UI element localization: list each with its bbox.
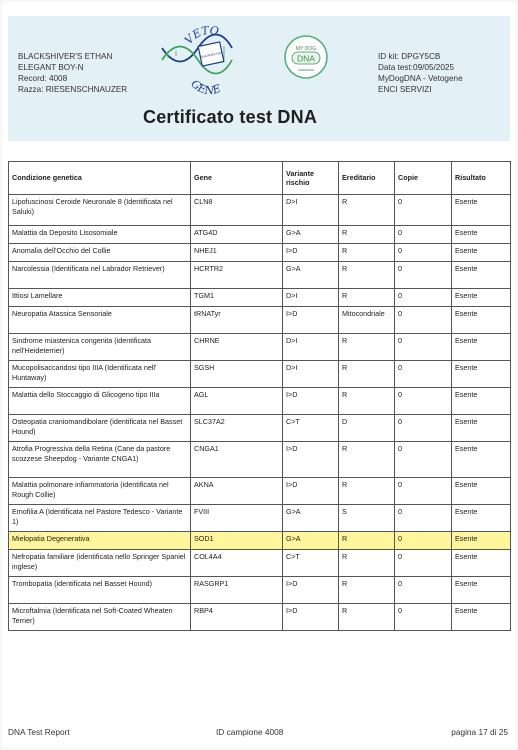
- table-row: [9, 361, 511, 388]
- kit-info: [378, 51, 463, 95]
- result-cell: Esente: [452, 244, 511, 262]
- header-copies: Copie: [395, 162, 452, 195]
- result-cell: Esente: [452, 442, 511, 478]
- variant-cell: I>D: [283, 577, 339, 604]
- variant-cell: G>A: [283, 532, 339, 550]
- inheritance-cell: D: [339, 415, 395, 442]
- table-header-row: [9, 162, 511, 195]
- results-table: [8, 161, 511, 631]
- table-row: [9, 307, 511, 334]
- variant-cell: I>D: [283, 604, 339, 631]
- gene-cell: TGM1: [191, 289, 283, 307]
- condition-cell: Emofilia A (Identificata nel Pastore Tedesco - Variante 1): [9, 505, 191, 532]
- variant-cell: I>D: [283, 478, 339, 505]
- copies-cell: 0: [395, 289, 452, 307]
- condition-cell: Malattia polmonare infiammatoria (identificata nel Rough Collie): [9, 478, 191, 505]
- gene-cell: HCRTR2: [191, 262, 283, 289]
- condition-cell: Mielopatia Degenerativa: [9, 532, 191, 550]
- inheritance-cell: R: [339, 478, 395, 505]
- header-gene: Gene: [191, 162, 283, 195]
- variant-cell: D>I: [283, 289, 339, 307]
- table-row: [9, 244, 511, 262]
- header-condition: Condizione genetica: [9, 162, 191, 195]
- inheritance-cell: R: [339, 361, 395, 388]
- inheritance-cell: R: [339, 262, 395, 289]
- inheritance-cell: S: [339, 505, 395, 532]
- copies-cell: 0: [395, 244, 452, 262]
- gene-cell: CHRNE: [191, 334, 283, 361]
- result-cell: Esente: [452, 505, 511, 532]
- dog-info: [18, 51, 127, 95]
- logo-text-gene: GENE: [188, 77, 223, 98]
- logo-text-dna: DNA: [297, 53, 315, 64]
- condition-cell: Malattia dello Stoccaggio di Glicogeno tipo IIIa: [9, 388, 191, 415]
- footer-sample-id: ID campione 4008: [216, 727, 284, 737]
- variant-cell: I>D: [283, 244, 339, 262]
- condition-cell: Nefropatia familiare (identificata nello Springer Spaniel inglese): [9, 550, 191, 577]
- gene-cell: CLN8: [191, 195, 283, 226]
- table-row: [9, 388, 511, 415]
- condition-cell: Trombopatia (identificata nel Basset Hound): [9, 577, 191, 604]
- copies-cell: 0: [395, 195, 452, 226]
- condition-cell: Osteopatia craniomandibolare (identificata nel Basset Hound): [9, 415, 191, 442]
- test-date: Data test:09/05/2025: [378, 63, 455, 72]
- table-row: [9, 226, 511, 244]
- copies-cell: 0: [395, 532, 452, 550]
- gene-cell: AKNA: [191, 478, 283, 505]
- condition-cell: Atrofia Progressiva della Retina (Cane da pastore scozzese Sheepdog - Variante CNGA1): [9, 442, 191, 478]
- logo-text-veto: VETO: [182, 23, 220, 47]
- kit-id: ID kit: DPGY5CB: [378, 52, 441, 61]
- copies-cell: 0: [395, 415, 452, 442]
- dog-name-line1: BLACKSHIVER'S ETHAN: [18, 52, 113, 61]
- inheritance-cell: R: [339, 195, 395, 226]
- gene-cell: COL4A4: [191, 550, 283, 577]
- result-cell: Esente: [452, 307, 511, 334]
- certificate-title: Certificato test DNA: [143, 107, 318, 127]
- service-name: ENCI SERVIZI: [378, 85, 432, 94]
- table-row: [9, 289, 511, 307]
- dna-analysis-box-icon: [198, 42, 224, 66]
- variant-cell: G>A: [283, 505, 339, 532]
- copies-cell: 0: [395, 226, 452, 244]
- gene-cell: tRNATyr: [191, 307, 283, 334]
- table-row: [9, 334, 511, 361]
- condition-cell: Microftalmia (Identificata nel Soft-Coated Wheaten Terrier): [9, 604, 191, 631]
- dog-name-line2: ELEGANT BOY-N: [18, 63, 84, 72]
- inheritance-cell: R: [339, 334, 395, 361]
- condition-cell: Malattia da Deposito Lisosomiale: [9, 226, 191, 244]
- record-number: Record: 4008: [18, 74, 68, 83]
- result-cell: Esente: [452, 334, 511, 361]
- inheritance-cell: R: [339, 442, 395, 478]
- variant-cell: D>I: [283, 195, 339, 226]
- vetogene-logo: [160, 18, 260, 110]
- table-row: [9, 415, 511, 442]
- footer-report-name: DNA Test Report: [8, 727, 70, 737]
- condition-cell: Lipofuscinosi Ceroide Neuronale 8 (Identificata nel Saluki): [9, 195, 191, 226]
- table-row: [9, 442, 511, 478]
- inheritance-cell: Mitocondriale: [339, 307, 395, 334]
- result-cell: Esente: [452, 226, 511, 244]
- variant-cell: I>D: [283, 442, 339, 478]
- condition-cell: Ittiosi Lamellare: [9, 289, 191, 307]
- copies-cell: 0: [395, 361, 452, 388]
- copies-cell: 0: [395, 577, 452, 604]
- header-variant: Variante rischio: [283, 162, 339, 195]
- copies-cell: 0: [395, 262, 452, 289]
- gene-cell: NHEJ1: [191, 244, 283, 262]
- inheritance-cell: R: [339, 289, 395, 307]
- inheritance-cell: R: [339, 388, 395, 415]
- variant-cell: I>D: [283, 307, 339, 334]
- result-cell: Esente: [452, 388, 511, 415]
- copies-cell: 0: [395, 334, 452, 361]
- result-cell: Esente: [452, 604, 511, 631]
- copies-cell: 0: [395, 442, 452, 478]
- logo-text-mydog: MY DOG: [295, 46, 317, 52]
- gene-cell: RBP4: [191, 604, 283, 631]
- copies-cell: 0: [395, 550, 452, 577]
- condition-cell: Sindrome miastenica congenita (identificata nell'Heideterrier): [9, 334, 191, 361]
- gene-cell: AGL: [191, 388, 283, 415]
- gene-cell: SGSH: [191, 361, 283, 388]
- copies-cell: 0: [395, 388, 452, 415]
- gene-cell: ATG4D: [191, 226, 283, 244]
- condition-cell: Anomalia dell'Occhio del Collie: [9, 244, 191, 262]
- variant-cell: G>A: [283, 262, 339, 289]
- inheritance-cell: R: [339, 604, 395, 631]
- condition-cell: Narcolessia (Identificata nel Labrador Retriever): [9, 262, 191, 289]
- copies-cell: 0: [395, 604, 452, 631]
- table-row: [9, 505, 511, 532]
- inheritance-cell: R: [339, 532, 395, 550]
- logo-box-text: DNA ANALYSIS: [199, 50, 223, 60]
- gene-cell: SOD1: [191, 532, 283, 550]
- footer-page-number: pagina 17 di 25: [451, 727, 508, 737]
- gene-cell: CNGA1: [191, 442, 283, 478]
- header-result: Risultato: [452, 162, 511, 195]
- lab-name: MyDogDNA - Vetogene: [378, 74, 463, 83]
- mydogdna-logo: [282, 33, 330, 81]
- variant-cell: G>A: [283, 226, 339, 244]
- table-row: [9, 478, 511, 505]
- table-row: [9, 604, 511, 631]
- result-cell: Esente: [452, 415, 511, 442]
- breed: Razza: RIESENSCHNAUZER: [18, 85, 128, 94]
- variant-cell: D>I: [283, 334, 339, 361]
- result-cell: Esente: [452, 550, 511, 577]
- copies-cell: 0: [395, 505, 452, 532]
- inheritance-cell: R: [339, 244, 395, 262]
- variant-cell: C>T: [283, 550, 339, 577]
- variant-cell: I>D: [283, 388, 339, 415]
- copies-cell: 0: [395, 307, 452, 334]
- variant-cell: C>T: [283, 415, 339, 442]
- result-cell: Esente: [452, 532, 511, 550]
- result-cell: Esente: [452, 289, 511, 307]
- result-cell: Esente: [452, 577, 511, 604]
- inheritance-cell: R: [339, 226, 395, 244]
- gene-cell: RASGRP1: [191, 577, 283, 604]
- condition-cell: Mucopolisaccaridosi tipo IIIA (Identificata nell' Huntaway): [9, 361, 191, 388]
- table-row: [9, 262, 511, 289]
- condition-cell: Neuropatia Atassica Sensoriale: [9, 307, 191, 334]
- gene-cell: SLC37A2: [191, 415, 283, 442]
- result-cell: Esente: [452, 361, 511, 388]
- table-row: [9, 195, 511, 226]
- copies-cell: 0: [395, 478, 452, 505]
- table-row: [9, 577, 511, 604]
- table-row: [9, 532, 511, 550]
- result-cell: Esente: [452, 262, 511, 289]
- gene-cell: FVIII: [191, 505, 283, 532]
- inheritance-cell: R: [339, 577, 395, 604]
- header-inheritance: Ereditario: [339, 162, 395, 195]
- result-cell: Esente: [452, 478, 511, 505]
- variant-cell: D>I: [283, 361, 339, 388]
- table-row: [9, 550, 511, 577]
- inheritance-cell: R: [339, 550, 395, 577]
- result-cell: Esente: [452, 195, 511, 226]
